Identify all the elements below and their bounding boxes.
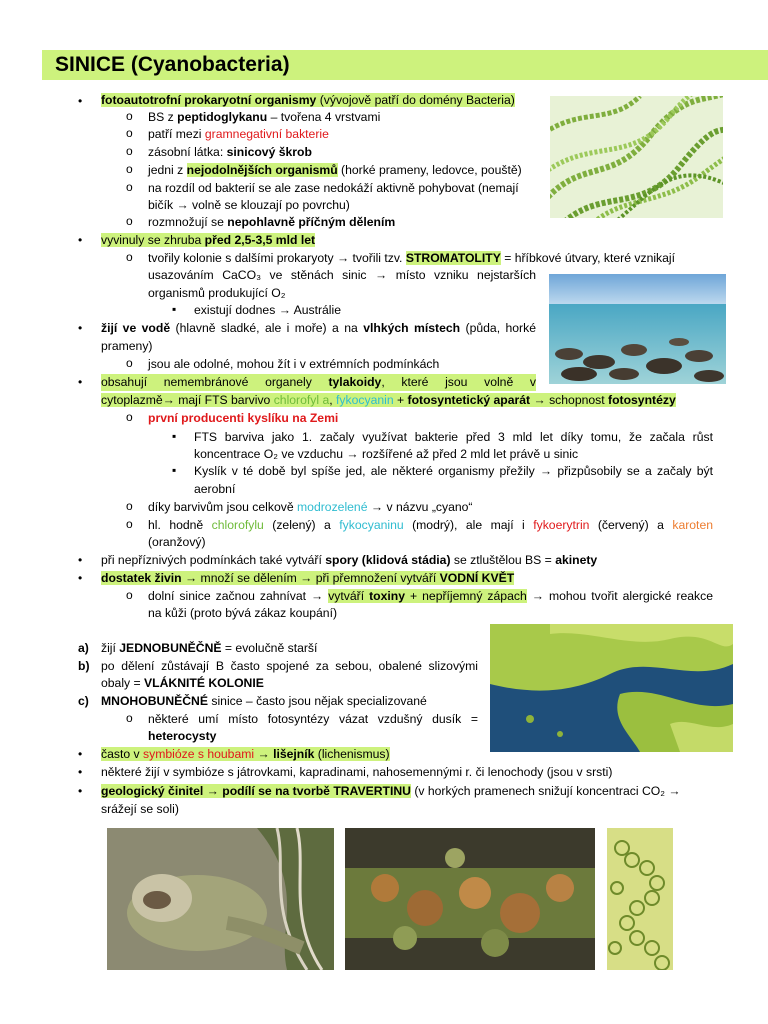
text-line: cytoplazmě→ mají FTS barvivo chlorofyl a, fykocyanin + fotosyntetický aparát → schopnost fotosyntézy: [101, 393, 676, 407]
text-line: usazováním CaCO₃ ve stěnách sinic → místo vzniku nejstarších: [148, 268, 536, 282]
text-line: Kyslík v té době byl spíše jed, ale některé organismy přežily → přizpůsobily se a začaly být: [194, 464, 713, 478]
text-line: díky barvivům jsou celkově modrozelené → v názvu „cyano“: [148, 500, 473, 514]
stromatolite-photo: [549, 274, 726, 384]
bullet-circle: o: [126, 250, 133, 264]
bullet-square: ▪: [172, 429, 177, 443]
filament-micrograph-image: [550, 96, 723, 218]
bullet-disc: •: [78, 747, 83, 761]
text-line: první producenti kyslíku na Zemi: [148, 411, 339, 425]
bullet-circle: o: [126, 356, 133, 370]
bullet-circle: o: [126, 144, 133, 158]
bullet-disc: •: [78, 94, 83, 108]
text-line: FTS barviva jako 1. začaly využívat bakterie před 3 mld let díky tomu, že začala růst: [194, 430, 713, 444]
text-line: existují dodnes → Austrálie: [194, 303, 342, 317]
text-line: vyvinuly se zhruba před 2,5-3,5 mld let: [101, 233, 316, 247]
text-line: rozmnožují se nepohlavně příčným dělením: [148, 215, 396, 229]
text-line: (oranžový): [148, 535, 206, 549]
text-line: heterocysty: [148, 729, 217, 743]
list-marker: c): [78, 694, 89, 708]
water-bloom-photo: [490, 624, 733, 752]
text-line: bičík → volně se klouzají po povrchu): [148, 198, 350, 212]
text-line: obaly = VLÁKNITÉ KOLONIE: [101, 676, 264, 690]
text-line: některé žijí v symbióze s játrovkami, kapradinami, nahosemennými r. či lenochody (jsou v srsti): [101, 765, 613, 779]
text-line: po dělení zůstávají B často spojené za sebou, obalené slizovými: [101, 659, 478, 673]
text-line: dostatek živin → množí se dělením → při přemnožení vytváří VODNÍ KVĚT: [101, 571, 515, 585]
bullet-circle: o: [126, 517, 133, 531]
lichen-photo: [345, 828, 595, 970]
text-line: často v symbióze s houbami → lišejník (lichenismus): [101, 747, 390, 761]
bullet-disc: •: [78, 321, 83, 335]
bullet-square: ▪: [172, 302, 177, 316]
bullet-disc: •: [78, 765, 83, 779]
text-line: BS z peptidoglykanu – tvořena 4 vrstvami: [148, 110, 381, 124]
text-line: na kůži (proto bývá zákaz koupání): [148, 606, 338, 620]
list-marker: a): [78, 641, 89, 655]
bullet-circle: o: [126, 499, 133, 513]
bullet-square: ▪: [172, 463, 177, 477]
bullet-disc: •: [78, 553, 83, 567]
list-marker: b): [78, 659, 90, 673]
text-line: při nepříznivých podmínkách také vytváří spory (klidová stádia) se ztluštělou BS = akinety: [101, 553, 598, 567]
text-line: organismů produkující O₂: [148, 286, 286, 300]
bullet-circle: o: [126, 126, 133, 140]
filament-closeup-image: [607, 828, 673, 970]
text-line: zásobní látka: sinicový škrob: [148, 145, 312, 159]
sloth-photo: [107, 828, 334, 970]
text-line: patří mezi gramnegativní bakterie: [148, 127, 329, 141]
text-line: prameny): [101, 339, 153, 353]
text-line: některé umí místo fotosyntézy vázat vzdušný dusík =: [148, 712, 478, 726]
text-line: žijí JEDNOBUNĚČNĚ = evolučně starší: [101, 641, 318, 655]
bullet-disc: •: [78, 571, 83, 585]
bullet-circle: o: [126, 410, 133, 424]
bullet-circle: o: [126, 162, 133, 176]
text-line: srážejí se soli): [101, 802, 179, 816]
bullet-circle: o: [126, 180, 133, 194]
text-line: tvořily kolonie s dalšími prokaryoty → tvořili tzv. STROMATOLITY = hříbkové útvary, které vznikají: [148, 251, 676, 265]
text-line: dolní sinice začnou zahnívat → vytváří toxiny + nepříjemný zápach → mohou tvořit alergické reakce: [148, 589, 713, 603]
text-line: fotoautotrofní prokaryotní organismy (vývojově patří do domény Bacteria): [101, 93, 515, 107]
text-line: obsahují nemembránové organely tylakoidy, které jsou volně v: [101, 375, 536, 389]
text-line: žijí ve vodě (hlavně sladké, ale i moře) a na vlhkých místech (půda, horké: [101, 321, 536, 335]
bullet-disc: •: [78, 233, 83, 247]
text-line: geologický činitel → podílí se na tvorbě TRAVERTINU (v horkých pramenech snižují koncentraci CO₂ →: [101, 784, 681, 798]
text-line: jsou ale odolné, mohou žít i v extrémních podmínkách: [148, 357, 440, 371]
text-line: na rozdíl od bakterií se ale zase nedokáží aktivně pohybovat (nemají: [148, 181, 519, 195]
bullet-disc: •: [78, 375, 83, 389]
text-line: MNOHOBUNĚČNÉ sinice – často jsou nějak specializované: [101, 694, 427, 708]
text-line: koncentrace O₂ ve vzduchu → rozšířené až před 2 mld let právě u sinic: [194, 447, 579, 461]
text-line: hl. hodně chlorofylu (zelený) a fykocyaninu (modrý), ale mají i fykoerytrin (červený) a karoten: [148, 518, 713, 532]
text-line: aerobní: [194, 482, 236, 496]
text-line: jedni z nejodolnějších organismů (horké prameny, ledovce, pouště): [148, 163, 522, 177]
bullet-circle: o: [126, 711, 133, 725]
bullet-circle: o: [126, 109, 133, 123]
bullet-disc: •: [78, 784, 83, 798]
bullet-circle: o: [126, 588, 133, 602]
page-title: SINICE (Cyanobacteria): [55, 53, 290, 76]
bullet-circle: o: [126, 214, 133, 228]
